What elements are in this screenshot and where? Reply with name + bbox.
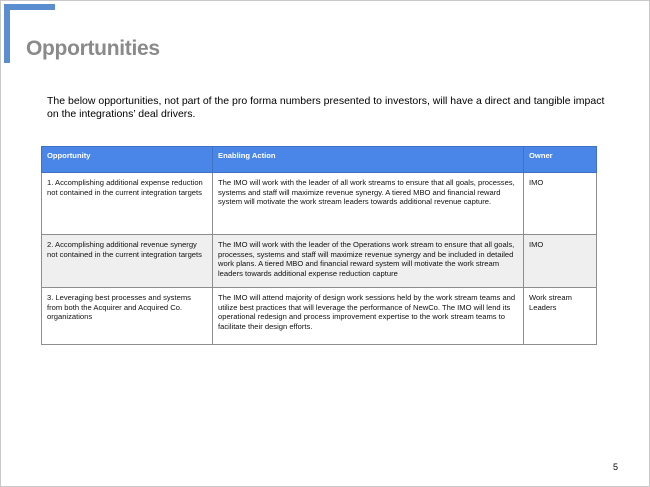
- table-row: [42, 288, 597, 345]
- cell-opportunity: 1. Accomplishing additional expense reduction not contained in the current integration targets: [42, 173, 213, 235]
- page-number: 5: [613, 462, 619, 472]
- cell-opportunity: 2. Accomplishing additional revenue synergy not contained in the current integration targets: [42, 235, 213, 288]
- cell-enabling-action: The IMO will work with the leader of the Operations work stream to ensure that all goals, processes, systems and staff will maximize revenue synergy and be included in detailed work plans. A tiered MBO and financial reward system will motivate the work stream leaders towards additional expense reduction capture: [213, 235, 524, 288]
- table-row: [42, 173, 597, 235]
- opportunities-table: [41, 146, 597, 345]
- header-owner: Owner: [524, 147, 597, 173]
- title-accent-bar-vertical: [4, 4, 10, 63]
- slide-title: Opportunities: [26, 37, 160, 60]
- intro-paragraph: The below opportunities, not part of the pro forma numbers presented to investors, will have a direct and tangible impact on the integrations’ deal drivers.: [47, 95, 605, 120]
- cell-owner: IMO: [524, 173, 597, 235]
- title-accent-bar-horizontal: [4, 4, 55, 10]
- cell-owner: IMO: [524, 235, 597, 288]
- cell-enabling-action: The IMO will work with the leader of all work streams to ensure that all goals, processes, systems and staff will maximize revenue synergy. A tiered MBO and financial reward system will motivate the work stream leaders towards additional revenue capture.: [213, 173, 524, 235]
- cell-enabling-action: The IMO will attend majority of design work sessions held by the work stream teams and utilize best practices that will leverage the performance of NewCo. The IMO will lend its operational redesign and process improvement expertise to the work stream teams to facilitate their design efforts.: [213, 288, 524, 345]
- header-opportunity: Opportunity: [42, 147, 213, 173]
- table-header-row: [42, 147, 597, 173]
- header-enabling-action: Enabling Action: [213, 147, 524, 173]
- cell-owner: Work stream Leaders: [524, 288, 597, 345]
- table-row: [42, 235, 597, 288]
- cell-opportunity: 3. Leveraging best processes and systems from both the Acquirer and Acquired Co. organizations: [42, 288, 213, 345]
